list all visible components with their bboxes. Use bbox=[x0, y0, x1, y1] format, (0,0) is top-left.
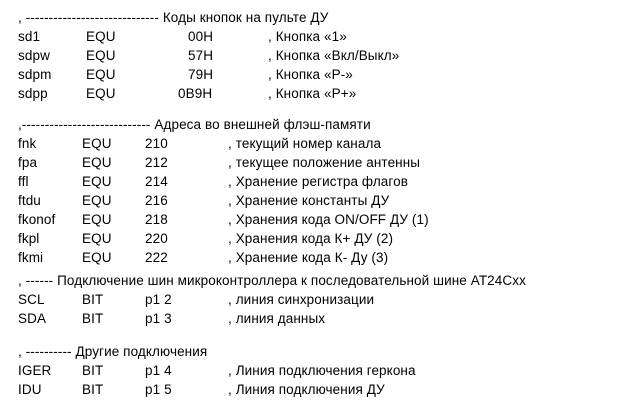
directive: EQU bbox=[82, 155, 112, 170]
code-row bbox=[0, 292, 635, 310]
value: 222 bbox=[145, 250, 168, 265]
symbol-name: fpa bbox=[18, 155, 38, 170]
directive: BIT bbox=[82, 292, 104, 307]
code-row bbox=[0, 193, 635, 211]
code-row bbox=[0, 250, 635, 268]
comment: , Линия подключения геркона bbox=[228, 363, 416, 378]
symbol-name: fkonof bbox=[18, 212, 56, 227]
comment: , Кнопка «Р+» bbox=[268, 86, 357, 101]
comment: , текущее положение антенны bbox=[228, 155, 421, 170]
directive: EQU bbox=[82, 193, 112, 208]
symbol-name: sdpm bbox=[18, 67, 52, 82]
value: 214 bbox=[145, 174, 168, 189]
directive: EQU bbox=[82, 250, 112, 265]
directive: EQU bbox=[86, 86, 116, 101]
value: 216 bbox=[145, 193, 168, 208]
comment: , Кнопка «1» bbox=[268, 29, 347, 44]
symbol-name: sdpp bbox=[18, 86, 48, 101]
code-row bbox=[0, 174, 635, 192]
symbol-name: sdpw bbox=[18, 48, 50, 63]
code-row bbox=[0, 86, 635, 104]
value: 57H bbox=[188, 48, 214, 63]
value: p1 3 bbox=[145, 311, 172, 326]
code-row bbox=[0, 231, 635, 249]
value: 210 bbox=[145, 136, 168, 151]
comment: , Кнопка «Вкл/Выкл» bbox=[268, 48, 400, 63]
directive: EQU bbox=[86, 48, 116, 63]
symbol-name: ftdu bbox=[18, 193, 41, 208]
comment: , Хранение константы ДУ bbox=[228, 193, 390, 208]
section-header: , ----------------------------- Коды кнопок на пульте ДУ bbox=[18, 10, 329, 25]
comment: , Линия подключения ДУ bbox=[228, 382, 385, 397]
value: 212 bbox=[145, 155, 168, 170]
symbol-name: SCL bbox=[18, 292, 45, 307]
comment: , Хранение кода К- Ду (3) bbox=[228, 250, 389, 265]
section-header: , ---------- Другие подключения bbox=[18, 344, 208, 359]
directive: EQU bbox=[82, 136, 112, 151]
value: 218 bbox=[145, 212, 168, 227]
symbol-name: ffl bbox=[18, 174, 29, 189]
code-row bbox=[0, 212, 635, 230]
directive: EQU bbox=[82, 212, 112, 227]
comment: , Кнопка «Р-» bbox=[268, 67, 353, 82]
value: p1 5 bbox=[145, 382, 172, 397]
value: p1 2 bbox=[145, 292, 172, 307]
value: 00H bbox=[188, 29, 214, 44]
symbol-name: sd1 bbox=[18, 29, 41, 44]
code-row bbox=[0, 136, 635, 154]
comment: , линия данных bbox=[228, 311, 326, 326]
code-row bbox=[0, 311, 635, 329]
comment: , линия синхронизации bbox=[228, 292, 375, 307]
comment: , Хранения кода К+ ДУ (2) bbox=[228, 231, 394, 246]
symbol-name: fkpl bbox=[18, 231, 40, 246]
comment: , Хранение регистра флагов bbox=[228, 174, 409, 189]
directive: EQU bbox=[86, 29, 116, 44]
comment: , текущий номер канала bbox=[228, 136, 382, 151]
code-row bbox=[0, 48, 635, 66]
symbol-name: IDU bbox=[18, 382, 42, 397]
comment: , Хранения кода ON/OFF ДУ (1) bbox=[228, 212, 429, 227]
directive: EQU bbox=[82, 174, 112, 189]
symbol-name: fnk bbox=[18, 136, 37, 151]
symbol-name: SDA bbox=[18, 311, 47, 326]
directive: BIT bbox=[82, 382, 104, 397]
directive: BIT bbox=[82, 363, 104, 378]
value: 79H bbox=[188, 67, 214, 82]
code-row bbox=[0, 67, 635, 85]
symbol-name: IGER bbox=[18, 363, 52, 378]
section-header: ,---------------------------- Адреса во внешней флэш-памяти bbox=[18, 117, 371, 132]
section-header: , ------ Подключение шин микроконтроллера к последовательной шине AT24Cxx bbox=[18, 273, 526, 288]
code-row bbox=[0, 155, 635, 173]
code-row bbox=[0, 363, 635, 381]
value: 0B9H bbox=[178, 86, 213, 101]
directive: BIT bbox=[82, 311, 104, 326]
directive: EQU bbox=[86, 67, 116, 82]
value: p1 4 bbox=[145, 363, 172, 378]
value: 220 bbox=[145, 231, 168, 246]
code-row bbox=[0, 29, 635, 47]
code-row bbox=[0, 382, 635, 400]
directive: EQU bbox=[82, 231, 112, 246]
symbol-name: fkmi bbox=[18, 250, 44, 265]
